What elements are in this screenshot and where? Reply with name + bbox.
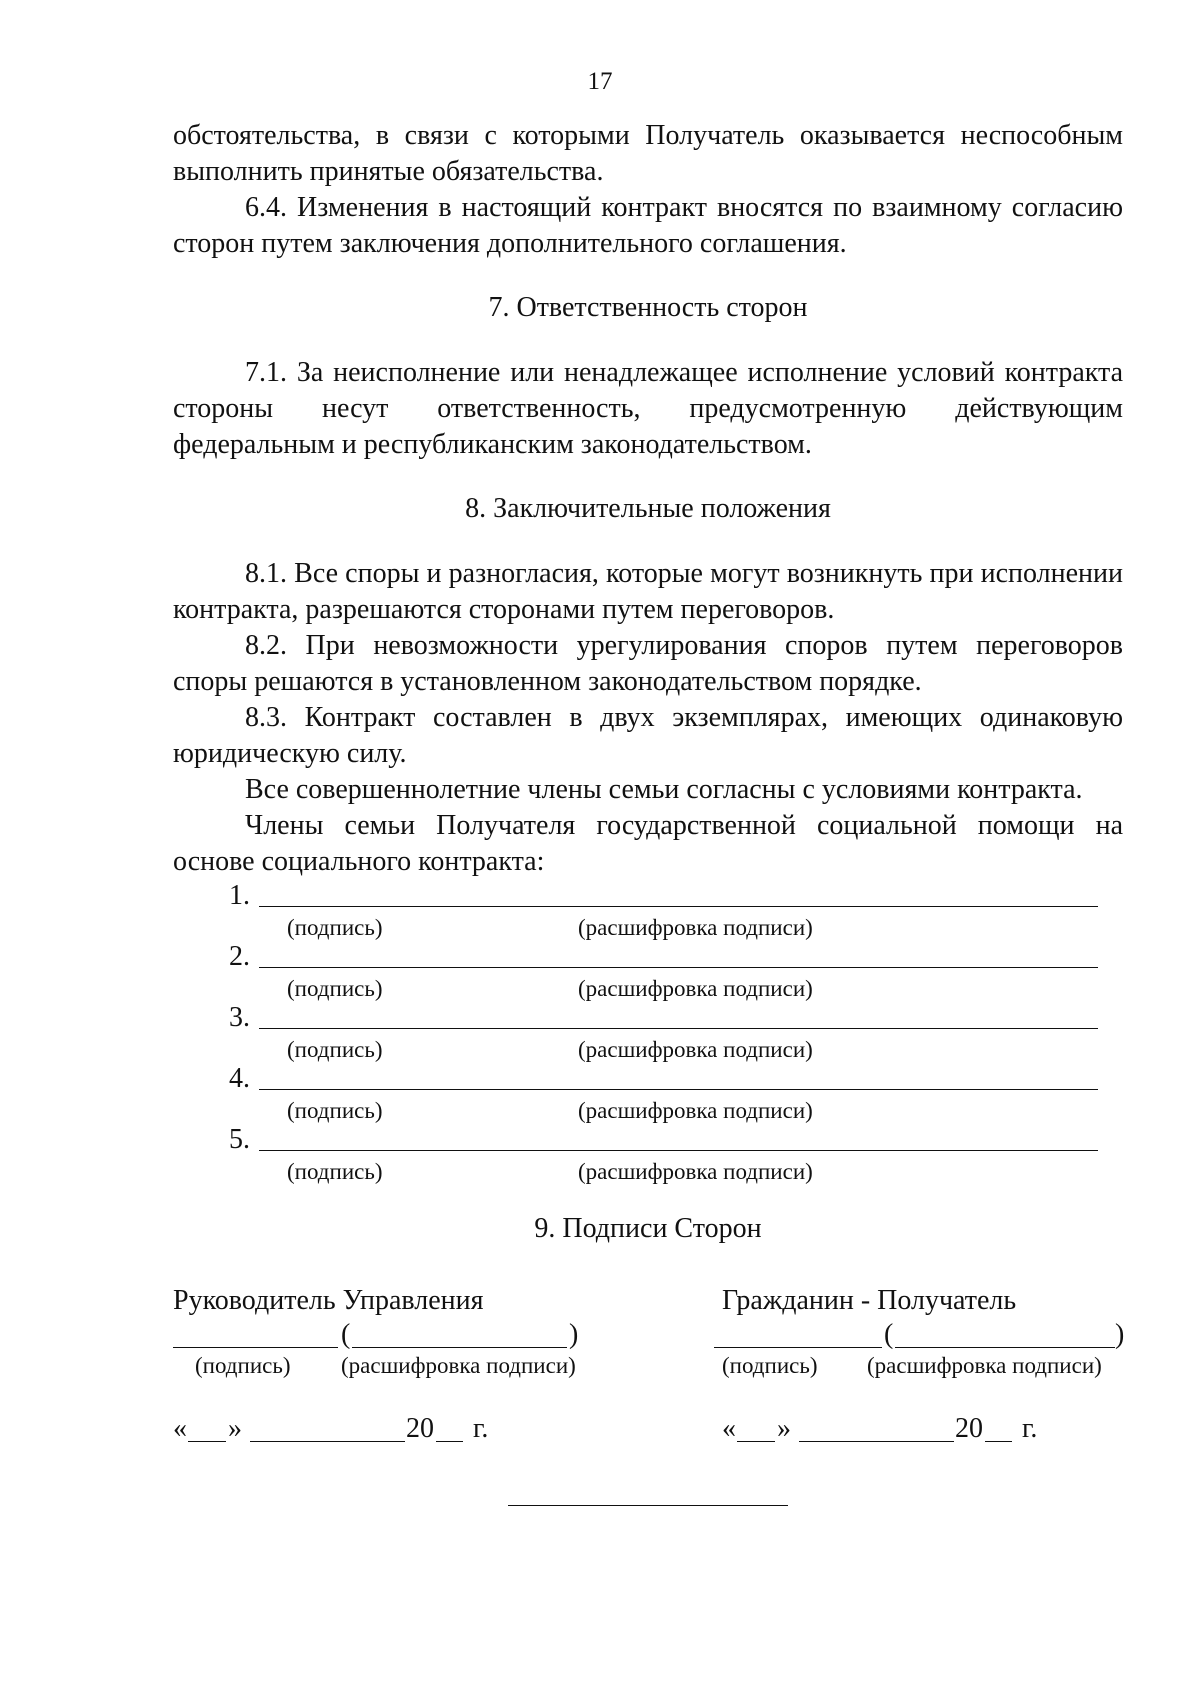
month-line: [799, 1441, 954, 1442]
manager-caption-decoding: (расшифровка подписи): [341, 1353, 576, 1378]
contract-body: [173, 118, 1123, 1247]
year-line: [436, 1441, 463, 1442]
manager-signature-line: [173, 1347, 338, 1348]
citizen-title: Гражданин - Получатель: [722, 1285, 1017, 1316]
caption-signature: (подпись): [287, 1037, 383, 1062]
quote-close: »: [777, 1413, 791, 1444]
caption-decoding: (расшифровка подписи): [578, 1098, 813, 1123]
heading-section-9: 9. Подписи Сторон: [534, 1213, 762, 1244]
signature-row-number: 3.: [229, 1002, 250, 1033]
manager-title: Руководитель Управления: [173, 1285, 484, 1316]
caption-signature: (подпись): [287, 976, 383, 1001]
year-prefix: 20: [406, 1413, 434, 1444]
paragraph-7-1: 7.1. За неисполнение или ненадлежащее исполнение условий контракта стороны несут ответственность, предусмотренную действующим федеральным и республиканским законодательством.: [173, 357, 1123, 460]
family-signature-row: [173, 1063, 1123, 1093]
signature-row-number: 2.: [229, 941, 250, 972]
end-of-document-line: [508, 1505, 788, 1506]
year-line: [985, 1441, 1012, 1442]
signature-line: [259, 1150, 1098, 1151]
manager-decoding-line: [352, 1347, 567, 1348]
paragraph-8-3: 8.3. Контракт составлен в двух экземплярах, имеющих одинаковую юридическую силу.: [173, 702, 1123, 769]
year-prefix: 20: [955, 1413, 983, 1444]
year-suffix: г.: [1022, 1413, 1038, 1444]
caption-decoding: (расшифровка подписи): [578, 915, 813, 940]
paren-close: ): [1115, 1319, 1125, 1350]
paragraph-8-2: 8.2. При невозможности урегулирования споров путем переговоров споры решаются в установленном законодательством порядке.: [173, 630, 1123, 697]
caption-signature: (подпись): [287, 1159, 383, 1184]
paragraph-continuation: обстоятельства, в связи с которыми Получатель оказывается неспособным выполнить принятые обязательства.: [173, 120, 1123, 187]
citizen-caption-decoding: (расшифровка подписи): [867, 1353, 1102, 1378]
signature-captions: [173, 1032, 1123, 1063]
family-signature-row: [173, 1124, 1123, 1154]
paragraph-family-consent: Все совершеннолетние члены семьи согласны с условиями контракта.: [245, 774, 1083, 805]
signature-captions: [173, 1093, 1123, 1124]
paren-open: (: [341, 1319, 351, 1350]
paragraph-family-members: Члены семьи Получателя государственной социальной помощи на основе социального контракта:: [173, 810, 1123, 877]
paragraph-6-4: 6.4. Изменения в настоящий контракт вносятся по взаимному согласию сторон путем заключения дополнительного соглашения.: [173, 192, 1123, 259]
paren-open: (: [884, 1319, 894, 1350]
quote-open: «: [173, 1413, 187, 1444]
signature-captions: [173, 971, 1123, 1002]
day-line: [737, 1441, 775, 1442]
paragraph-8-1: 8.1. Все споры и разногласия, которые могут возникнуть при исполнении контракта, разрешаются сторонами путем переговоров.: [173, 558, 1123, 625]
signature-line: [259, 1028, 1098, 1029]
family-signature-row: [173, 1002, 1123, 1032]
caption-signature: (подпись): [287, 915, 383, 940]
family-signature-row: [173, 880, 1123, 910]
family-signature-row: [173, 941, 1123, 971]
signature-row-number: 5.: [229, 1124, 250, 1155]
signature-line: [259, 967, 1098, 968]
signature-line: [259, 1089, 1098, 1090]
page-number: 17: [587, 68, 613, 95]
manager-caption-signature: (подпись): [195, 1353, 291, 1378]
signature-captions: [173, 910, 1123, 941]
signature-row-number: 1.: [229, 880, 250, 911]
citizen-caption-signature: (подпись): [722, 1353, 818, 1378]
citizen-decoding-line: [895, 1347, 1115, 1348]
heading-section-8: 8. Заключительные положения: [465, 493, 831, 524]
caption-decoding: (расшифровка подписи): [578, 976, 813, 1001]
family-signature-list: [173, 880, 1123, 1185]
quote-close: »: [228, 1413, 242, 1444]
year-suffix: г.: [473, 1413, 489, 1444]
month-line: [250, 1441, 405, 1442]
heading-section-7: 7. Ответственность сторон: [488, 292, 808, 323]
signature-captions: [173, 1154, 1123, 1185]
day-line: [188, 1441, 226, 1442]
caption-signature: (подпись): [287, 1098, 383, 1123]
caption-decoding: (расшифровка подписи): [578, 1037, 813, 1062]
quote-open: «: [722, 1413, 736, 1444]
caption-decoding: (расшифровка подписи): [578, 1159, 813, 1184]
signature-row-number: 4.: [229, 1063, 250, 1094]
paren-close: ): [569, 1319, 579, 1350]
citizen-signature-line: [714, 1347, 882, 1348]
signature-line: [259, 906, 1098, 907]
